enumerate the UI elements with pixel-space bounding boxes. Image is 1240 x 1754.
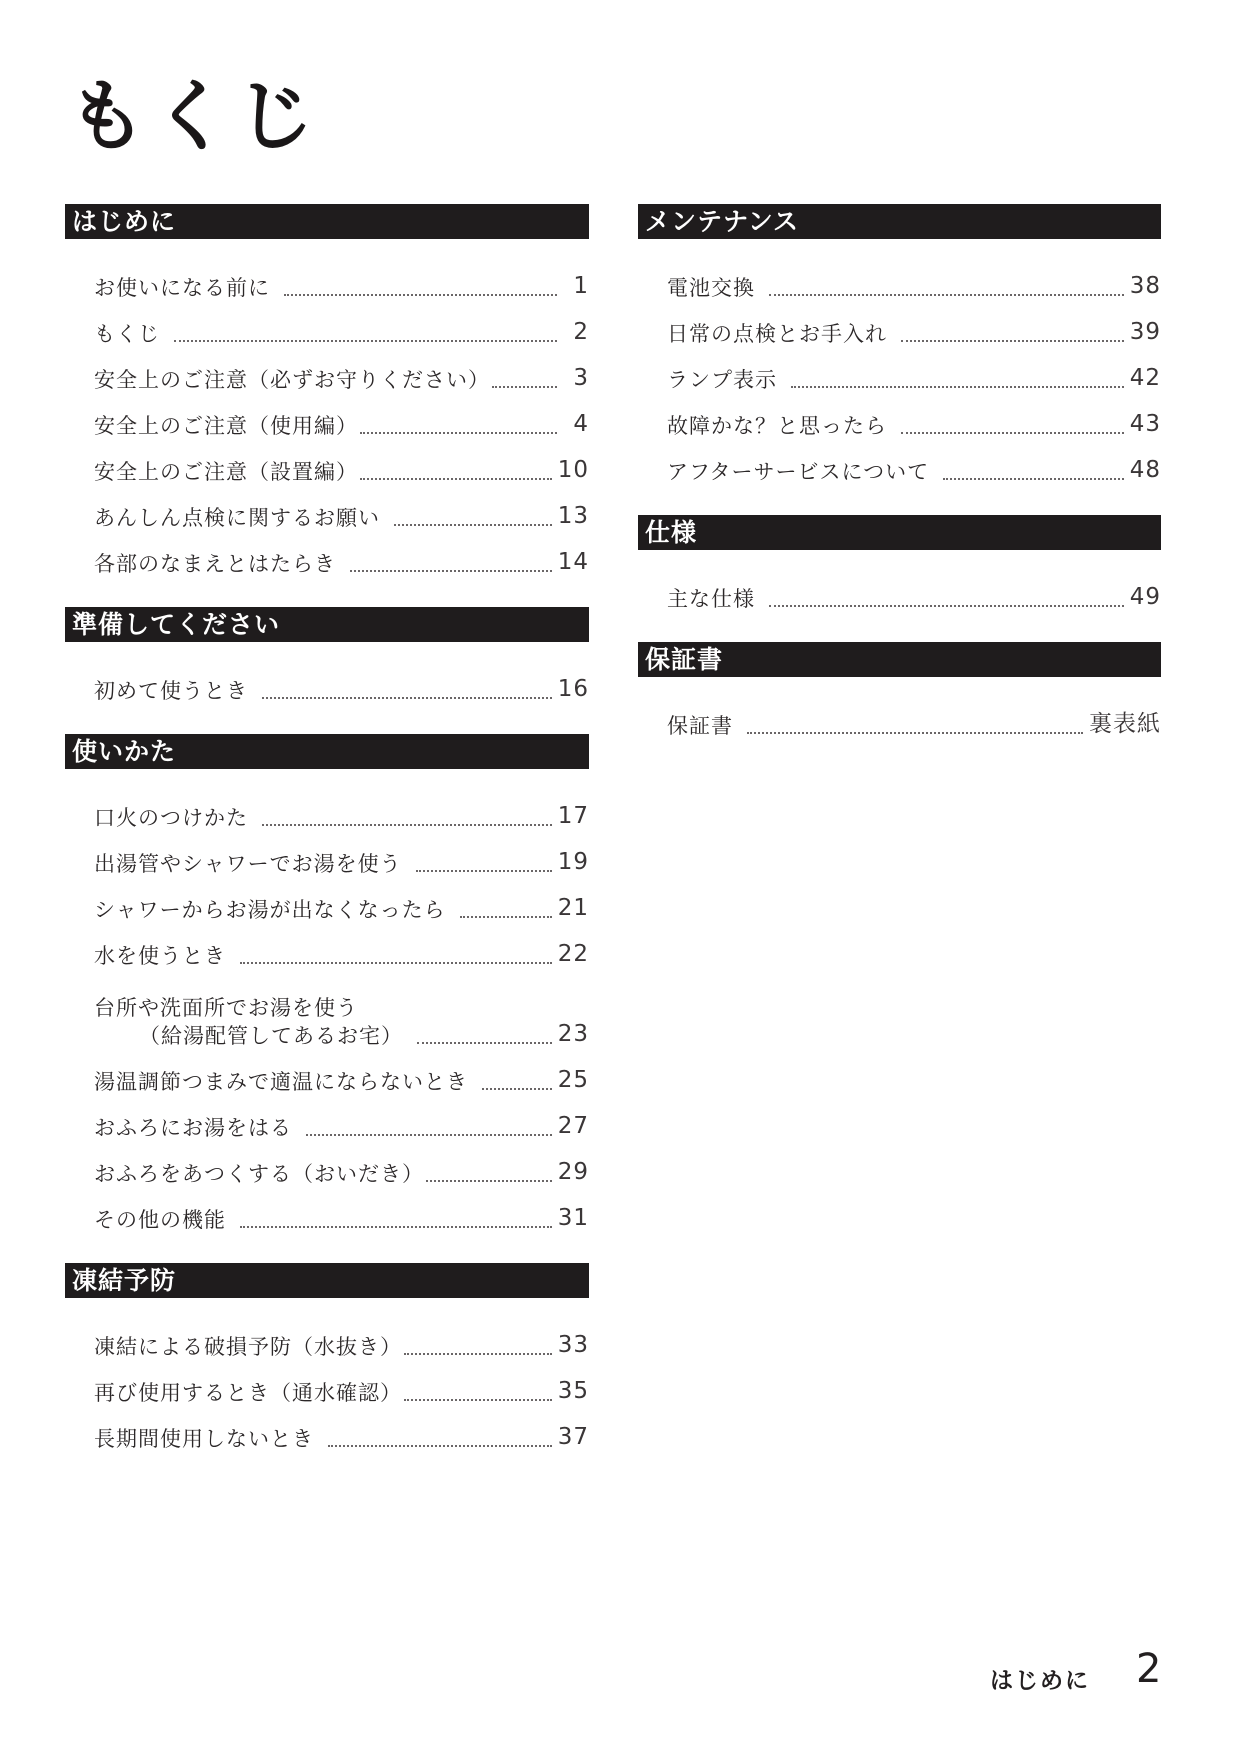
entry-page: 21 <box>557 895 589 922</box>
toc-section-freeze-prevention <box>65 1263 589 1452</box>
entry-title: 電池交換 <box>667 275 755 300</box>
entry-title: 安全上のご注意（使用編） <box>94 413 358 438</box>
entry-page: 裏表紙 <box>1089 711 1161 738</box>
entry-page: 22 <box>557 941 589 968</box>
toc-entry[interactable] <box>65 531 589 577</box>
dot-leader <box>360 432 557 434</box>
entry-page: 14 <box>557 549 589 576</box>
entry-page: 31 <box>557 1205 589 1232</box>
toc-entry[interactable] <box>65 1406 589 1452</box>
section-spacer <box>65 704 589 734</box>
dot-leader <box>769 605 1124 607</box>
toc-entry[interactable] <box>65 831 589 877</box>
section-heading: 凍結予防 <box>65 1263 589 1298</box>
section-spacer <box>65 577 589 607</box>
entry-title: 口火のつけかた <box>94 805 248 830</box>
entry-title: 台所や洗面所でお湯を使う <box>94 996 358 1021</box>
entry-title: あんしん点検に関するお願い <box>94 505 380 530</box>
entry-title: もくじ <box>94 321 160 346</box>
section-spacer <box>65 1233 589 1263</box>
toc-entry[interactable] <box>65 301 589 347</box>
dot-leader <box>306 1134 552 1136</box>
entry-page: 19 <box>557 849 589 876</box>
toc-entry[interactable] <box>65 485 589 531</box>
dot-leader <box>416 870 552 872</box>
toc-entry[interactable] <box>65 1314 589 1360</box>
toc-section-usage <box>65 734 589 1233</box>
toc-entry[interactable] <box>65 1049 589 1095</box>
entry-page: 39 <box>1129 319 1161 346</box>
entry-page: 25 <box>557 1067 589 1094</box>
entry-page: 13 <box>557 503 589 530</box>
entry-page: 27 <box>557 1113 589 1140</box>
entry-page: 4 <box>573 411 589 438</box>
toc-entry[interactable] <box>65 923 589 969</box>
section-heading: メンテナンス <box>638 204 1161 239</box>
dot-leader <box>350 570 552 572</box>
entry-title: お使いになる前に <box>94 275 270 300</box>
dot-leader <box>404 1353 552 1355</box>
entry-page: 17 <box>557 803 589 830</box>
entry-title: おふろをあつくする（おいだき） <box>94 1161 424 1186</box>
toc-entry[interactable] <box>65 1141 589 1187</box>
toc-entry[interactable] <box>65 255 589 301</box>
entry-title: その他の機能 <box>94 1207 226 1232</box>
entry-title: 主な仕様 <box>667 586 755 611</box>
entry-title: 水を使うとき <box>94 943 226 968</box>
section-entries <box>65 642 589 704</box>
toc-section-specifications <box>638 515 1161 612</box>
toc-entry[interactable] <box>65 393 589 439</box>
section-entries <box>638 239 1161 485</box>
entry-title: ランプ表示 <box>667 367 777 392</box>
footer-page-number: 2 <box>1136 1646 1162 1692</box>
entry-title: 出湯管やシャワーでお湯を使う <box>94 851 402 876</box>
dot-leader <box>262 824 552 826</box>
entry-title: 安全上のご注意（必ずお守りください） <box>94 367 490 392</box>
toc-left-column <box>65 204 589 1452</box>
dot-leader <box>262 697 552 699</box>
entry-title: 初めて使うとき <box>94 678 248 703</box>
entry-second-line <box>94 1021 589 1049</box>
dot-leader <box>791 386 1124 388</box>
toc-entry[interactable] <box>638 393 1161 439</box>
toc-entry[interactable] <box>65 1360 589 1406</box>
dot-leader <box>284 294 557 296</box>
toc-entry[interactable] <box>65 1095 589 1141</box>
toc-entry[interactable] <box>65 658 589 704</box>
entry-title: 凍結による破損予防（水抜き） <box>94 1334 402 1359</box>
entry-title: 安全上のご注意（設置編） <box>94 459 358 484</box>
entry-page: 10 <box>557 457 589 484</box>
section-entries <box>638 550 1161 612</box>
toc-entry[interactable] <box>65 439 589 485</box>
entry-page: 38 <box>1129 273 1161 300</box>
entry-page: 37 <box>557 1424 589 1451</box>
entry-title: 各部のなまえとはたらき <box>94 551 336 576</box>
toc-entry[interactable] <box>65 785 589 831</box>
toc-entry[interactable] <box>65 1187 589 1233</box>
entry-page: 43 <box>1129 411 1161 438</box>
entry-title: おふろにお湯をはる <box>94 1115 292 1140</box>
entry-page: 49 <box>1129 584 1161 611</box>
toc-section-maintenance <box>638 204 1161 485</box>
page-title: もくじ <box>68 72 321 162</box>
dot-leader <box>426 1180 552 1182</box>
toc-right-column <box>638 204 1161 739</box>
dot-leader <box>901 432 1124 434</box>
entry-page: 33 <box>557 1332 589 1359</box>
section-entries <box>638 677 1161 739</box>
entry-page: 42 <box>1129 365 1161 392</box>
dot-leader <box>901 340 1124 342</box>
section-spacer <box>638 612 1161 642</box>
dot-leader <box>174 340 557 342</box>
dot-leader <box>460 916 552 918</box>
section-heading: はじめに <box>65 204 589 239</box>
entry-title: 日常の点検とお手入れ <box>667 321 887 346</box>
entry-title: 再び使用するとき（通水確認） <box>94 1380 402 1405</box>
section-entries <box>65 769 589 1233</box>
dot-leader <box>417 1042 552 1044</box>
section-entries <box>65 1298 589 1452</box>
toc-entry[interactable] <box>638 439 1161 485</box>
entry-title: シャワーからお湯が出なくなったら <box>94 897 446 922</box>
entry-title-line2: （給湯配管してあるお宅） <box>139 1023 403 1048</box>
entry-title: 長期間使用しないとき <box>94 1426 314 1451</box>
dot-leader <box>240 1226 552 1228</box>
entry-page: 2 <box>573 319 589 346</box>
entry-page: 48 <box>1129 457 1161 484</box>
toc-entry[interactable] <box>638 347 1161 393</box>
entry-page: 35 <box>557 1378 589 1405</box>
dot-leader <box>360 478 552 480</box>
entry-page: 29 <box>557 1159 589 1186</box>
dot-leader <box>943 478 1124 480</box>
toc-entry[interactable] <box>65 969 589 1049</box>
toc-section-warranty <box>638 642 1161 739</box>
section-heading: 準備してください <box>65 607 589 642</box>
toc-section-introduction <box>65 204 589 577</box>
dot-leader <box>482 1088 552 1090</box>
section-spacer <box>638 485 1161 515</box>
toc-entry[interactable] <box>638 693 1161 739</box>
section-heading: 保証書 <box>638 642 1161 677</box>
entry-page: 23 <box>557 1021 589 1048</box>
dot-leader <box>769 294 1124 296</box>
dot-leader <box>492 386 557 388</box>
toc-entry[interactable] <box>638 566 1161 612</box>
section-entries <box>65 239 589 577</box>
dot-leader <box>404 1399 552 1401</box>
toc-entry[interactable] <box>65 347 589 393</box>
toc-entry[interactable] <box>638 255 1161 301</box>
entry-title: 湯温調節つまみで適温にならないとき <box>94 1069 468 1094</box>
dot-leader <box>328 1445 552 1447</box>
entry-page: 16 <box>557 676 589 703</box>
dot-leader <box>747 732 1083 734</box>
toc-entry[interactable] <box>638 301 1161 347</box>
entry-title: 保証書 <box>667 713 733 738</box>
dot-leader <box>240 962 552 964</box>
toc-entry[interactable] <box>65 877 589 923</box>
entry-page: 3 <box>573 365 589 392</box>
footer-section-label: はじめに <box>990 1668 1090 1694</box>
section-heading: 仕様 <box>638 515 1161 550</box>
entry-page: 1 <box>573 273 589 300</box>
dot-leader <box>394 524 552 526</box>
section-heading: 使いかた <box>65 734 589 769</box>
entry-title: アフターサービスについて <box>667 459 930 484</box>
entry-title: 故障かな？と思ったら <box>667 413 887 438</box>
toc-section-preparation <box>65 607 589 704</box>
